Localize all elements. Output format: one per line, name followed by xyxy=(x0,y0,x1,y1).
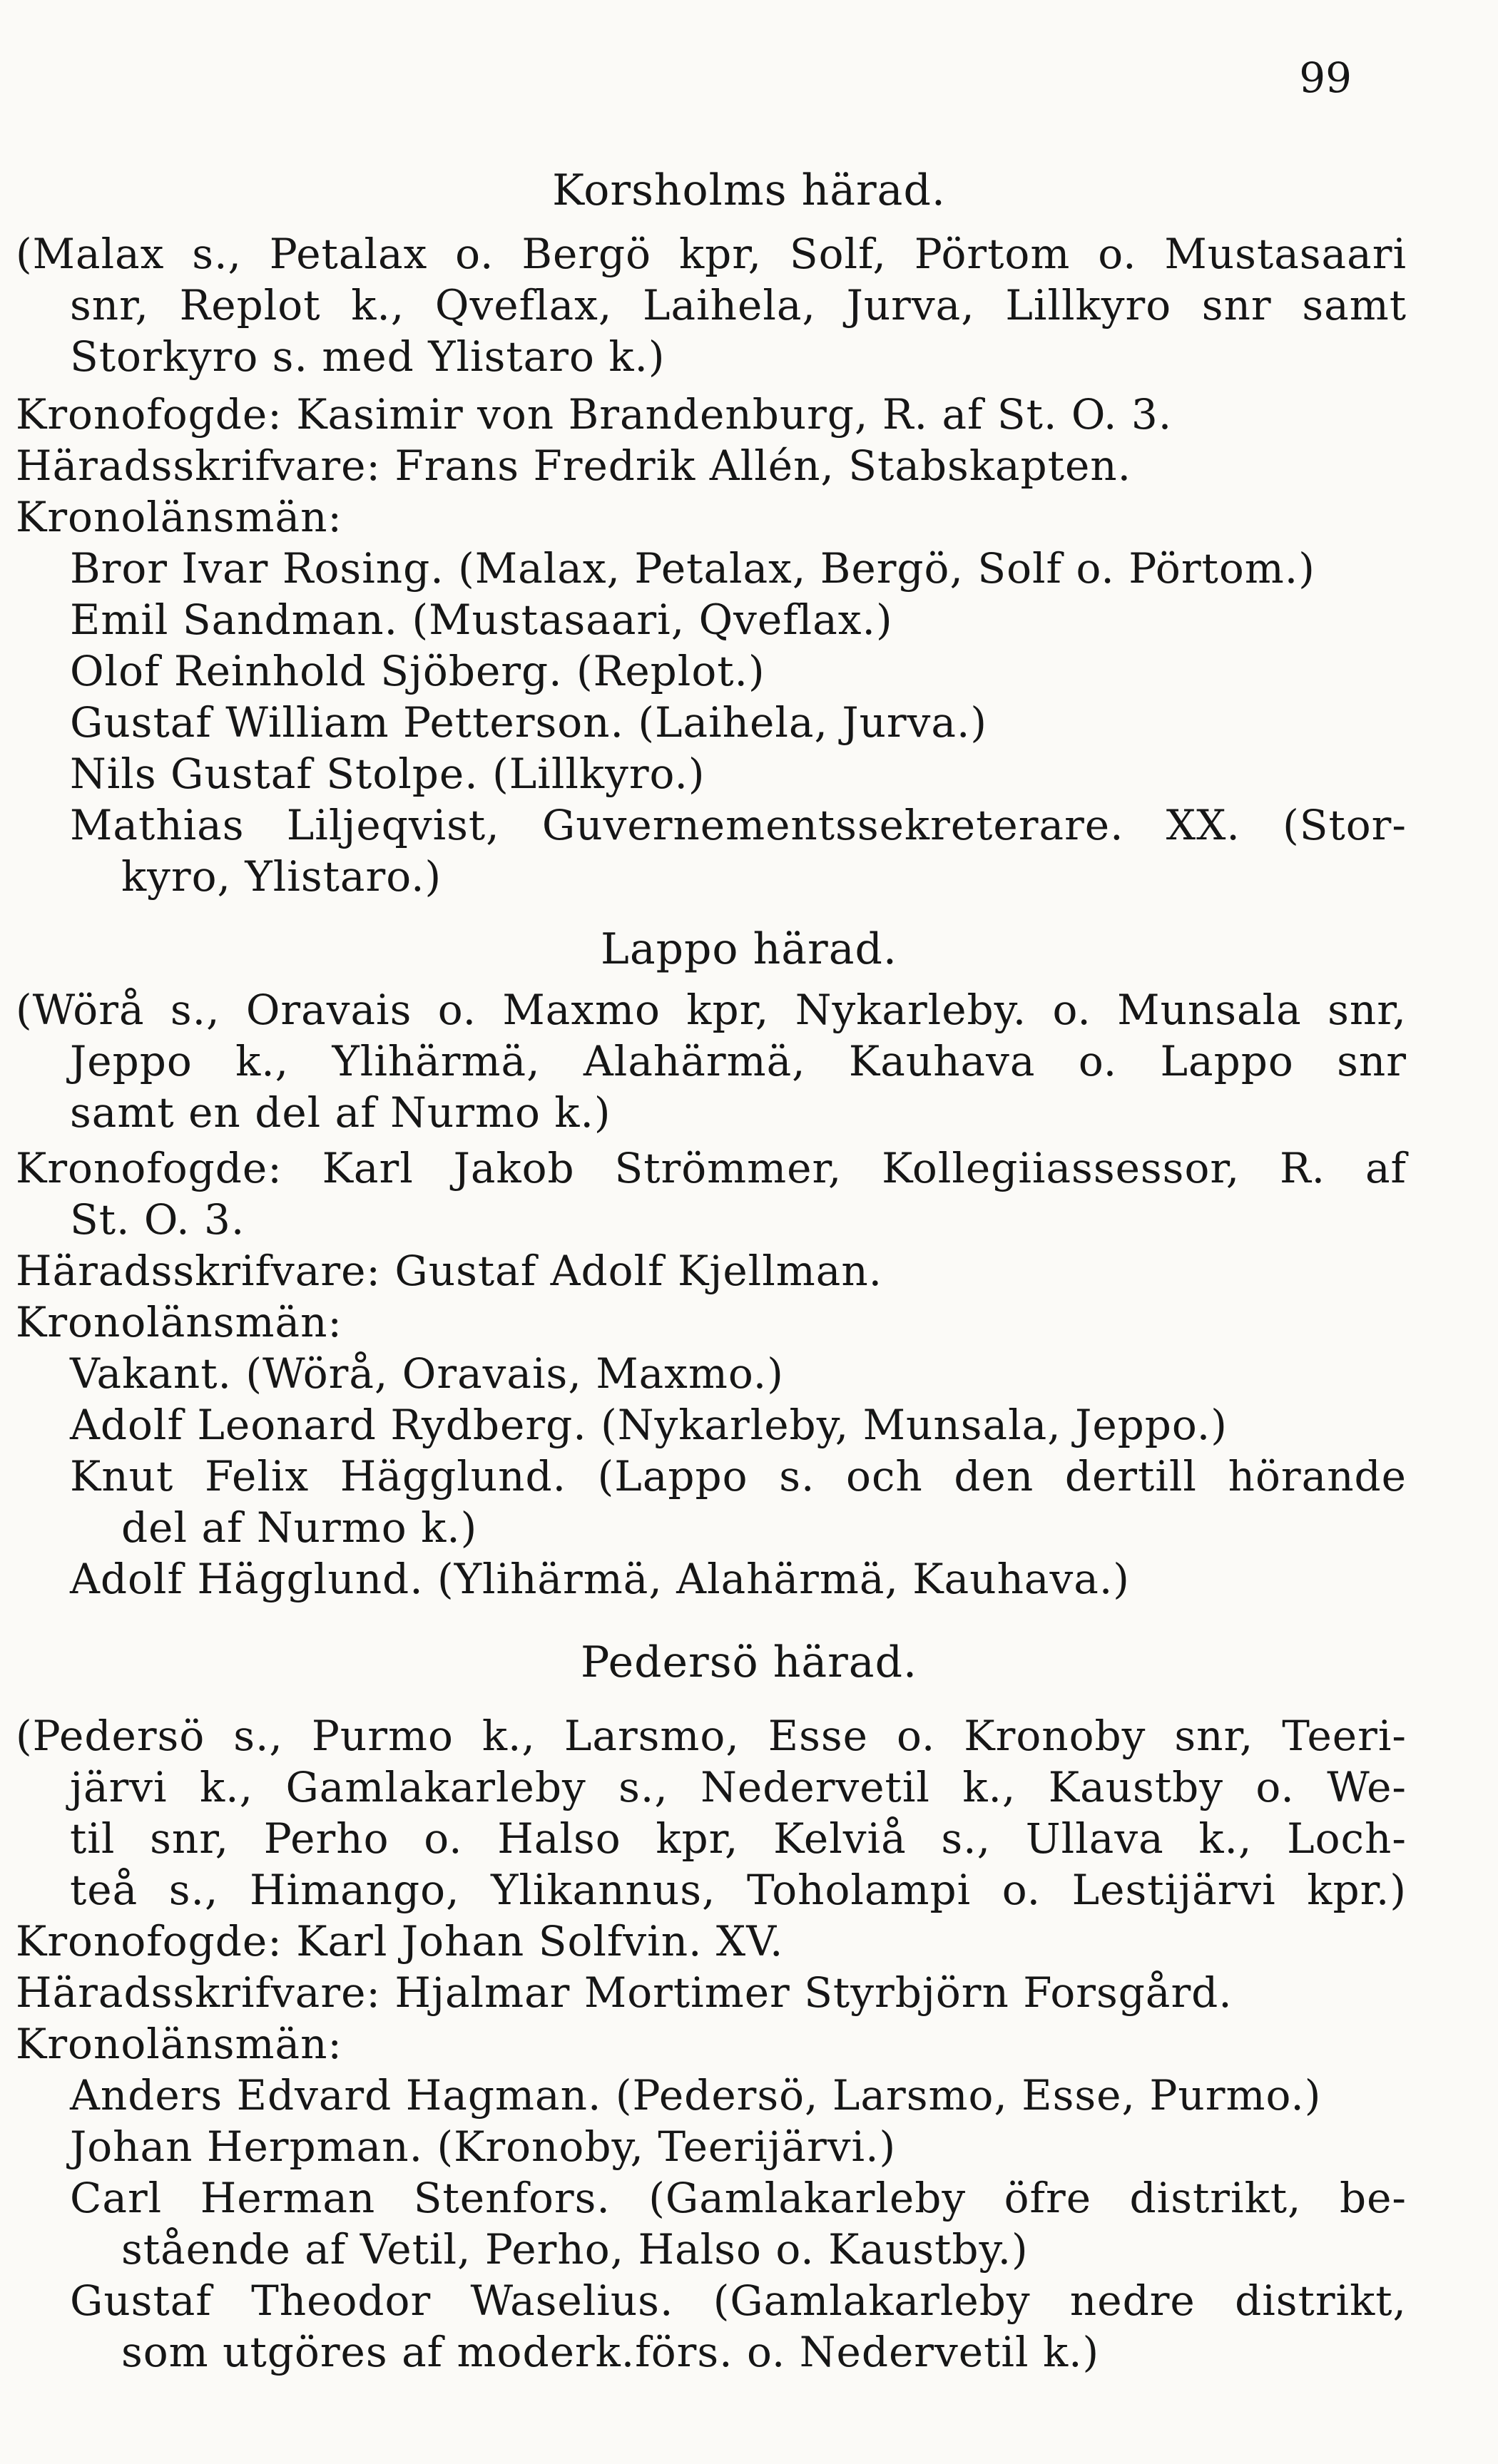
text-line: Storkyro s. med Ylistaro k.) xyxy=(70,332,666,381)
text-line: kyro, Ylistaro.) xyxy=(121,852,442,901)
text-line: Vakant. (Wörå, Oravais, Maxmo.) xyxy=(70,1349,784,1398)
text-line: Jeppo k., Ylihärmä, Alahärmä, Kauhava o. Lappo snr xyxy=(70,1037,1407,1085)
section-title-pederso: Pedersö härad. xyxy=(580,1637,918,1687)
text-line: Kronofogde: Kasimir von Brandenburg, R. af St. O. 3. xyxy=(16,390,1173,439)
section-title-lappo: Lappo härad. xyxy=(601,924,897,974)
text-line: Knut Felix Hägglund. (Lappo s. och den dertill hörande xyxy=(70,1452,1407,1501)
text-line: Häradsskrifvare: Frans Fredrik Allén, Stabskapten. xyxy=(16,441,1132,490)
text-line: Kronolänsmän: xyxy=(16,1298,342,1346)
text-line: teå s., Himango, Ylikannus, Toholampi o. Lestijärvi kpr.) xyxy=(70,1866,1407,1914)
text-line: Kronofogde: Karl Johan Solfvin. XV. xyxy=(16,1917,784,1965)
text-line: Olof Reinhold Sjöberg. (Replot.) xyxy=(70,647,765,695)
text-line: Mathias Liljeqvist, Guvernementssekreterare. XX. (Stor- xyxy=(70,801,1407,849)
text-line: Anders Edvard Hagman. (Pedersö, Larsmo, Esse, Purmo.) xyxy=(70,2071,1322,2120)
text-line: Nils Gustaf Stolpe. (Lillkyro.) xyxy=(70,750,705,798)
text-line: Adolf Leonard Rydberg. (Nykarleby, Munsala, Jeppo.) xyxy=(70,1401,1228,1449)
text-line: Häradsskrifvare: Gustaf Adolf Kjellman. xyxy=(16,1247,883,1295)
page-number: 99 xyxy=(1299,53,1352,102)
text-line: stående af Vetil, Perho, Halso o. Kaustby.) xyxy=(121,2225,1029,2274)
text-line: Kronolänsmän: xyxy=(16,493,342,541)
text-line: (Pedersö s., Purmo k., Larsmo, Esse o. Kronoby snr, Teeri- xyxy=(16,1712,1407,1760)
section-title-korsholm: Korsholms härad. xyxy=(552,165,946,215)
text-line: som utgöres af moderk.förs. o. Nedervetil k.) xyxy=(121,2328,1100,2376)
text-line: Carl Herman Stenfors. (Gamlakarleby öfre distrikt, be- xyxy=(70,2174,1407,2222)
text-line: Kronolänsmän: xyxy=(16,2020,342,2068)
text-line: Emil Sandman. (Mustasaari, Qveflax.) xyxy=(70,595,893,644)
text-line: (Malax s., Petalax o. Bergö kpr, Solf, Pörtom o. Mustasaari xyxy=(16,230,1407,278)
text-line: järvi k., Gamlakarleby s., Nedervetil k., Kaustby o. We- xyxy=(70,1763,1407,1811)
text-line: St. O. 3. xyxy=(70,1195,245,1244)
text-line: del af Nurmo k.) xyxy=(121,1503,478,1552)
text-line: Kronofogde: Karl Jakob Strömmer, Kollegiiassessor, R. af xyxy=(16,1144,1407,1192)
text-line: Johan Herpman. (Kronoby, Teerijärvi.) xyxy=(70,2122,897,2171)
text-line: Bror Ivar Rosing. (Malax, Petalax, Bergö, Solf o. Pörtom.) xyxy=(70,544,1315,593)
text-line: Adolf Hägglund. (Ylihärmä, Alahärmä, Kauhava.) xyxy=(70,1555,1130,1603)
text-line: til snr, Perho o. Halso kpr, Kelviå s., Ullava k., Loch- xyxy=(70,1814,1407,1863)
text-line: snr, Replot k., Qveflax, Laihela, Jurva, Lillkyro snr samt xyxy=(70,281,1407,329)
text-line: Häradsskrifvare: Hjalmar Mortimer Styrbjörn Forsgård. xyxy=(16,1968,1233,2017)
text-line: (Wörå s., Oravais o. Maxmo kpr, Nykarleby. o. Munsala snr, xyxy=(16,986,1407,1034)
text-line: Gustaf William Petterson. (Laihela, Jurva.) xyxy=(70,698,988,747)
text-line: Gustaf Theodor Waselius. (Gamlakarleby nedre distrikt, xyxy=(70,2276,1407,2325)
text-line: samt en del af Nurmo k.) xyxy=(70,1088,611,1137)
